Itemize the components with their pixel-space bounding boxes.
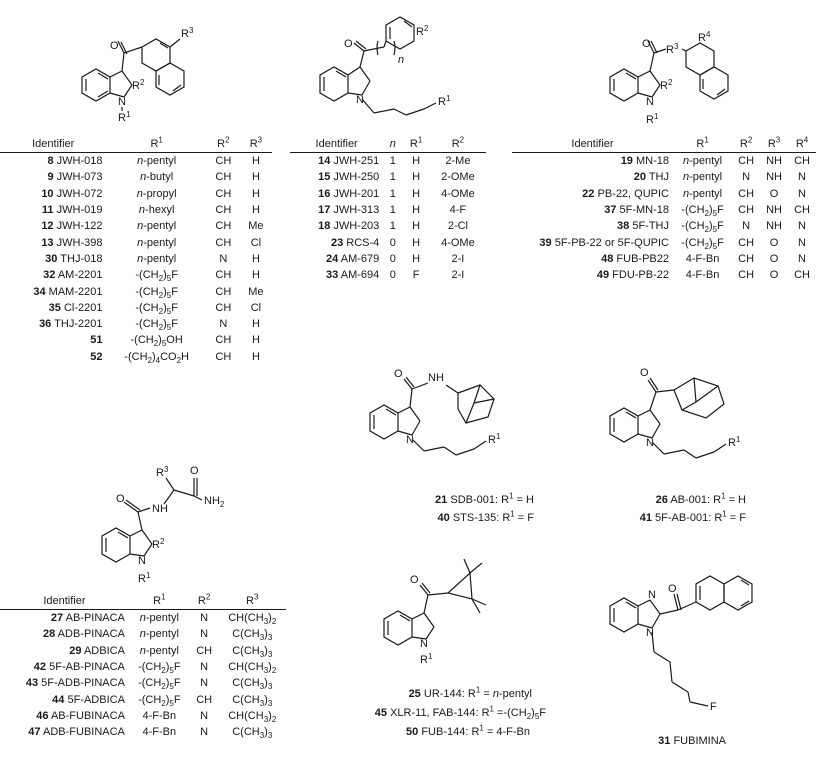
cell-identifier: 49 FDU-PB-22 <box>596 269 669 282</box>
cell-r2: CH <box>196 693 213 706</box>
label-H: H <box>160 503 168 515</box>
cell-identifier: 10 JWH-072 <box>41 187 103 200</box>
label-R2: $R^2$ <box>660 78 673 92</box>
label-N: N <box>420 638 428 650</box>
col-r1: $R^1$ <box>106 135 206 153</box>
cell-identifier: 23 RCS-4 <box>330 236 380 249</box>
cell-identifier: 34 MAM-2201 <box>33 285 103 298</box>
cell-identifier: 8 JWH-018 <box>47 155 103 168</box>
cell-r3: H <box>251 350 260 363</box>
cell-n: 1 <box>389 204 396 217</box>
cell-identifier: 43 5F-ADB-PINACA <box>25 677 125 690</box>
cell-r1: H <box>412 252 421 265</box>
col-r2: $R^2$ <box>207 135 240 153</box>
cell-r4: CH <box>794 269 810 282</box>
cell-r1: $-(CH_2)_5F$ <box>138 677 181 692</box>
table-row <box>0 300 272 316</box>
cell-r2: CH <box>215 350 232 363</box>
col-r3: $R^3$ <box>219 592 286 610</box>
label-O: O <box>640 367 649 379</box>
cell-r2: CH <box>215 236 232 249</box>
table-row <box>0 675 286 691</box>
table-row <box>0 169 272 185</box>
cell-r3: H <box>251 187 260 200</box>
table-row <box>512 234 816 250</box>
cell-r1: $-(CH_2)_5OH$ <box>130 334 183 349</box>
cell-r1: n-pentyl <box>137 236 177 249</box>
cell-r2: N <box>219 252 228 265</box>
cell-r1: H <box>412 220 421 233</box>
cell-identifier: 12 JWH-122 <box>41 220 103 233</box>
cell-r2: 2-Cl <box>447 220 468 233</box>
cell-r1: n-pentyl <box>137 252 177 265</box>
table-row <box>0 724 286 740</box>
cell-r2: N <box>200 612 209 625</box>
cell-n: 0 <box>389 236 396 249</box>
cell-r3: O <box>769 236 779 249</box>
label-N: N <box>646 437 654 449</box>
cell-r1: 4-F-Bn <box>142 726 177 739</box>
cell-r2: 4-OMe <box>441 236 475 249</box>
cell-r1: 4-F-Bn <box>685 252 720 265</box>
cell-r1: H <box>412 155 421 168</box>
cell-r1: 4-F-Bn <box>142 709 177 722</box>
table-row <box>0 610 286 627</box>
cell-r1: $-(CH_2)_5F$ <box>681 236 724 251</box>
cell-identifier: 11 JWH-019 <box>41 204 103 217</box>
label-R2: $R^2$ <box>152 537 165 551</box>
table-row <box>0 283 272 299</box>
table-row <box>0 186 272 202</box>
label-R1: $R^1$ <box>420 652 433 666</box>
cell-n: 1 <box>389 171 396 184</box>
caption-50: 50 FUB-144: $R^1 = 4-F-Bn$ <box>406 723 530 738</box>
cell-r1: n-butyl <box>140 171 174 184</box>
cell-r1: $-(CH_2)_5F$ <box>138 661 181 676</box>
cell-r2: N <box>219 318 228 331</box>
col-identifier: Identifier <box>512 135 673 153</box>
cell-r2: 4-F <box>449 204 467 217</box>
cell-r1: $-(CH_2)_4CO_2H$ <box>124 350 189 365</box>
caption-31: 31 FUBIMINA <box>658 735 726 747</box>
table-row <box>290 234 486 250</box>
cell-r2: CH <box>215 187 232 200</box>
cell-r2: 2-OMe <box>441 171 475 184</box>
cell-n: 0 <box>389 269 396 282</box>
label-N: N <box>646 627 654 639</box>
cell-r2: N <box>200 661 209 674</box>
cell-r3: Me <box>248 220 264 233</box>
table-row <box>0 316 272 332</box>
table-row <box>290 169 486 185</box>
cell-r1: n-pentyl <box>137 155 177 168</box>
cell-r3: $CH(CH_3)_2$ <box>228 709 277 725</box>
cell-r3: O <box>769 187 779 200</box>
cell-r1: $-(CH_2)_5F$ <box>681 204 724 219</box>
cell-r2: CH <box>738 269 755 282</box>
cell-r3: NH <box>766 171 782 184</box>
cell-identifier: 29 ADBICA <box>69 644 125 657</box>
label-R1: $R^1$ <box>646 112 659 126</box>
table-row <box>512 267 816 283</box>
cell-r1: n-hexyl <box>138 204 175 217</box>
caption-45: 45 XLR-11, FAB-144: $R^1 =-(CH_2)_5F$ <box>374 704 546 722</box>
label-N: N <box>356 94 364 106</box>
col-identifier: Identifier <box>0 592 129 610</box>
table-row <box>0 349 272 365</box>
cell-identifier: 38 5F-THJ <box>617 220 669 233</box>
table-row <box>0 251 272 267</box>
label-R1: $R^1$ <box>438 94 451 108</box>
cell-r2: CH <box>215 220 232 233</box>
table-row <box>512 202 816 218</box>
col-r2: $R^2$ <box>190 592 219 610</box>
table-indole-esters <box>512 135 816 283</box>
label-O: O <box>344 38 353 50</box>
cell-n: 1 <box>389 155 396 168</box>
cell-n: 0 <box>389 252 396 265</box>
structure-fubimina <box>600 552 780 722</box>
cell-r2: CH <box>215 334 232 347</box>
cell-identifier: 48 FUB-PB22 <box>601 252 669 265</box>
table-row <box>0 218 272 234</box>
col-r1: $R^1$ <box>673 135 732 153</box>
cell-r1: H <box>412 204 421 217</box>
cell-r2: CH <box>738 252 755 265</box>
cell-r1: H <box>412 236 421 249</box>
table-row <box>290 153 486 170</box>
cell-identifier: 30 THJ-018 <box>45 252 103 265</box>
caption-40: 40 STS-135: $R^1 = F$ <box>437 509 534 524</box>
cell-r3: $C(CH_3)_3$ <box>232 726 273 741</box>
table-phenylacetylindoles <box>290 135 486 283</box>
cell-r4: N <box>798 236 806 249</box>
cell-r3: O <box>769 269 779 282</box>
label-O: O <box>394 368 403 380</box>
label-R3: $R^3$ <box>666 42 679 56</box>
label-R3: $R^3$ <box>181 26 194 40</box>
cell-r3: $C(CH_3)_3$ <box>232 628 273 643</box>
structure-phenylacetylindole <box>300 5 480 130</box>
cell-r1: n-propyl <box>136 187 177 200</box>
table-row <box>0 691 286 707</box>
table-row <box>0 643 286 659</box>
cell-r3: NH <box>766 155 782 168</box>
cell-r3: H <box>251 318 260 331</box>
label-N: N <box>646 96 654 108</box>
cell-identifier: 32 AM-2201 <box>43 269 103 282</box>
cell-r1: 4-F-Bn <box>685 269 720 282</box>
label-R2: $R^2$ <box>416 24 429 38</box>
label-N: N <box>648 589 656 601</box>
cell-r2: CH <box>215 301 232 314</box>
cell-identifier: 17 JWH-313 <box>318 204 380 217</box>
col-r4: $R^4$ <box>788 135 816 153</box>
table-row <box>290 251 486 267</box>
cell-r2: 4-OMe <box>441 187 475 200</box>
col-identifier: Identifier <box>0 135 106 153</box>
cell-identifier: 39 5F-PB-22 or 5F-QUPIC <box>539 236 669 249</box>
label-NH2: $NH_2$ <box>204 495 225 509</box>
cell-r1: F <box>412 269 420 282</box>
cell-identifier: 15 JWH-250 <box>318 171 380 184</box>
cell-identifier: 51 <box>90 334 103 347</box>
table-row <box>512 251 816 267</box>
label-R1: $R^1$ <box>138 571 151 585</box>
label-O: O <box>668 583 677 595</box>
cell-r3: Cl <box>250 301 262 314</box>
structure-tetramethylcyclopropyl <box>370 555 550 675</box>
cell-identifier: 13 JWH-398 <box>41 236 103 249</box>
cell-identifier: 35 Cl-2201 <box>48 301 103 314</box>
cell-r2: CH <box>215 204 232 217</box>
cell-r1: $-(CH_2)_5F$ <box>135 301 178 316</box>
cell-r2: N <box>200 709 209 722</box>
label-R2: $R^2$ <box>132 78 145 92</box>
cell-r3: $CH(CH_3)_2$ <box>228 661 277 676</box>
col-r2: $R^2$ <box>732 135 760 153</box>
label-R3: $R^3$ <box>156 465 169 479</box>
cell-r1: n-pentyl <box>682 187 723 200</box>
table-row <box>0 202 272 218</box>
cell-r4: CH <box>794 155 810 168</box>
cell-r3: H <box>251 334 260 347</box>
table-row <box>0 234 272 250</box>
table-row <box>0 708 286 724</box>
cell-identifier: 42 5F-AB-PINACA <box>33 661 125 674</box>
col-r1: $R^1$ <box>402 135 430 153</box>
label-H: H <box>436 372 444 384</box>
table-row <box>512 153 816 170</box>
structure-indole-carboxylate <box>590 5 770 130</box>
cell-identifier: 37 5F-MN-18 <box>604 204 669 217</box>
label-R1: $R^1$ <box>488 432 501 446</box>
cell-r3: $C(CH_3)_3$ <box>232 644 273 659</box>
cell-r4: N <box>798 187 806 200</box>
cell-identifier: 28 ADB-PINACA <box>42 628 125 641</box>
caption-41: 41 5F-AB-001: $R^1 = F$ <box>639 509 746 524</box>
cell-r1: n-pentyl <box>682 171 723 184</box>
table-row <box>290 267 486 283</box>
caption-26: 26 AB-001: $R^1 = H$ <box>655 491 746 506</box>
table-row <box>512 186 816 202</box>
cell-r2: CH <box>215 171 232 184</box>
table-row <box>0 267 272 283</box>
cell-r1: H <box>412 171 421 184</box>
col-r2: $R^2$ <box>430 135 486 153</box>
cell-r2: N <box>742 171 751 184</box>
label-O: O <box>190 465 199 477</box>
cell-r2: CH <box>215 269 232 282</box>
cell-identifier: 20 THJ <box>633 171 669 184</box>
structure-adamantyl-amide <box>360 355 540 475</box>
table-row <box>0 626 286 642</box>
cell-r3: H <box>251 204 260 217</box>
cell-identifier: 27 AB-PINACA <box>50 612 125 625</box>
cell-r1: n-pentyl <box>139 644 179 657</box>
label-O: O <box>116 493 125 505</box>
label-R4: $R^4$ <box>698 30 711 44</box>
cell-identifier: 52 <box>90 350 103 363</box>
cell-r1: H <box>412 187 421 200</box>
cell-r3: Me <box>248 285 264 298</box>
cell-r2: CH <box>738 187 755 200</box>
cell-r2: 2-I <box>451 252 465 265</box>
table-row <box>290 202 486 218</box>
cell-r1: n-pentyl <box>139 628 179 641</box>
cell-r1: $-(CH_2)_5F$ <box>681 220 724 235</box>
cell-identifier: 44 5F-ADBICA <box>52 693 125 706</box>
cell-r2: N <box>742 220 751 233</box>
col-n: n <box>383 135 402 153</box>
label-O: O <box>110 40 119 52</box>
cell-r2: 2-Me <box>445 155 471 168</box>
cell-identifier: 9 JWH-073 <box>47 171 103 184</box>
cell-r4: N <box>798 220 806 233</box>
label-R1: $R^1$ <box>118 110 131 124</box>
table-naphthoylindoles <box>0 135 272 365</box>
cell-identifier: 14 JWH-251 <box>318 155 380 168</box>
table-row <box>512 169 816 185</box>
table-aminoamides <box>0 592 286 740</box>
label-n: n <box>398 54 405 66</box>
cell-r2: CH <box>196 644 213 657</box>
cell-r1: n-pentyl <box>682 155 723 168</box>
label-N: N <box>118 96 126 108</box>
label-N: N <box>138 555 146 567</box>
cell-r3: $C(CH_3)_3$ <box>232 677 273 692</box>
col-r3: $R^3$ <box>240 135 272 153</box>
label-N: N <box>406 434 414 446</box>
cell-r2: CH <box>738 204 755 217</box>
cell-r2: CH <box>215 285 232 298</box>
cell-r1: n-pentyl <box>139 612 179 625</box>
label-F: F <box>710 701 717 713</box>
cell-r3: H <box>251 269 260 282</box>
cell-r1: $-(CH_2)_5F$ <box>138 693 181 708</box>
cell-r4: CH <box>794 204 810 217</box>
cell-identifier: 22 PB-22, QUPIC <box>582 187 669 200</box>
cell-r2: CH <box>215 155 232 168</box>
cell-r3: O <box>769 252 779 265</box>
table-row <box>0 153 272 170</box>
cell-r3: H <box>251 155 260 168</box>
cell-identifier: 16 JWH-201 <box>318 187 380 200</box>
label-N: N <box>152 503 160 515</box>
cell-identifier: 24 AM-679 <box>326 252 380 265</box>
label-O: O <box>642 38 651 50</box>
cell-r4: N <box>798 252 806 265</box>
structure-naphthoylindole <box>60 5 240 130</box>
cell-identifier: 46 AB-FUBINACA <box>36 709 125 722</box>
col-r1: $R^1$ <box>129 592 190 610</box>
caption-21: 21 SDB-001: $R^1 = H$ <box>435 491 534 506</box>
table-row <box>0 659 286 675</box>
cell-r3: NH <box>766 220 782 233</box>
cell-r2: 2-I <box>451 269 465 282</box>
cell-r3: H <box>251 252 260 265</box>
label-R1: $R^1$ <box>728 435 741 449</box>
cell-identifier: 18 JWH-203 <box>318 220 380 233</box>
cell-r1: $-(CH_2)_5F$ <box>135 318 178 333</box>
cell-identifier: 33 AM-694 <box>326 269 380 282</box>
cell-r2: N <box>200 677 209 690</box>
cell-identifier: 36 THJ-2201 <box>39 318 103 331</box>
cell-r2: N <box>200 726 209 739</box>
table-row <box>290 218 486 234</box>
col-identifier: Identifier <box>290 135 383 153</box>
cell-r3: $C(CH_3)_3$ <box>232 693 273 708</box>
cell-r3: Cl <box>250 236 262 249</box>
cell-r2: CH <box>738 155 755 168</box>
table-row <box>290 186 486 202</box>
cell-r1: n-pentyl <box>137 220 177 233</box>
cell-n: 1 <box>389 220 396 233</box>
table-row <box>512 218 816 234</box>
cell-r3: $CH(CH_3)_2$ <box>228 612 277 627</box>
cell-r3: H <box>251 171 260 184</box>
table-row <box>0 332 272 348</box>
cell-r3: NH <box>766 204 782 217</box>
structure-aminoamide <box>80 440 260 590</box>
cell-n: 1 <box>389 187 396 200</box>
col-r3: $R^3$ <box>760 135 788 153</box>
cell-r2: CH <box>738 236 755 249</box>
cell-r1: $-(CH_2)_5F$ <box>135 269 178 284</box>
structure-adamantyl-ketone <box>600 358 780 478</box>
cell-identifier: 47 ADB-FUBINACA <box>28 726 125 739</box>
caption-25: 25 UR-144: $R^1$ = n-pentyl <box>408 685 532 700</box>
cell-identifier: 19 MN-18 <box>620 155 669 168</box>
cell-r4: N <box>798 171 806 184</box>
label-N: N <box>428 372 436 384</box>
label-O: O <box>410 574 419 586</box>
cell-r2: N <box>200 628 209 641</box>
cell-r1: $-(CH_2)_5F$ <box>135 285 178 300</box>
